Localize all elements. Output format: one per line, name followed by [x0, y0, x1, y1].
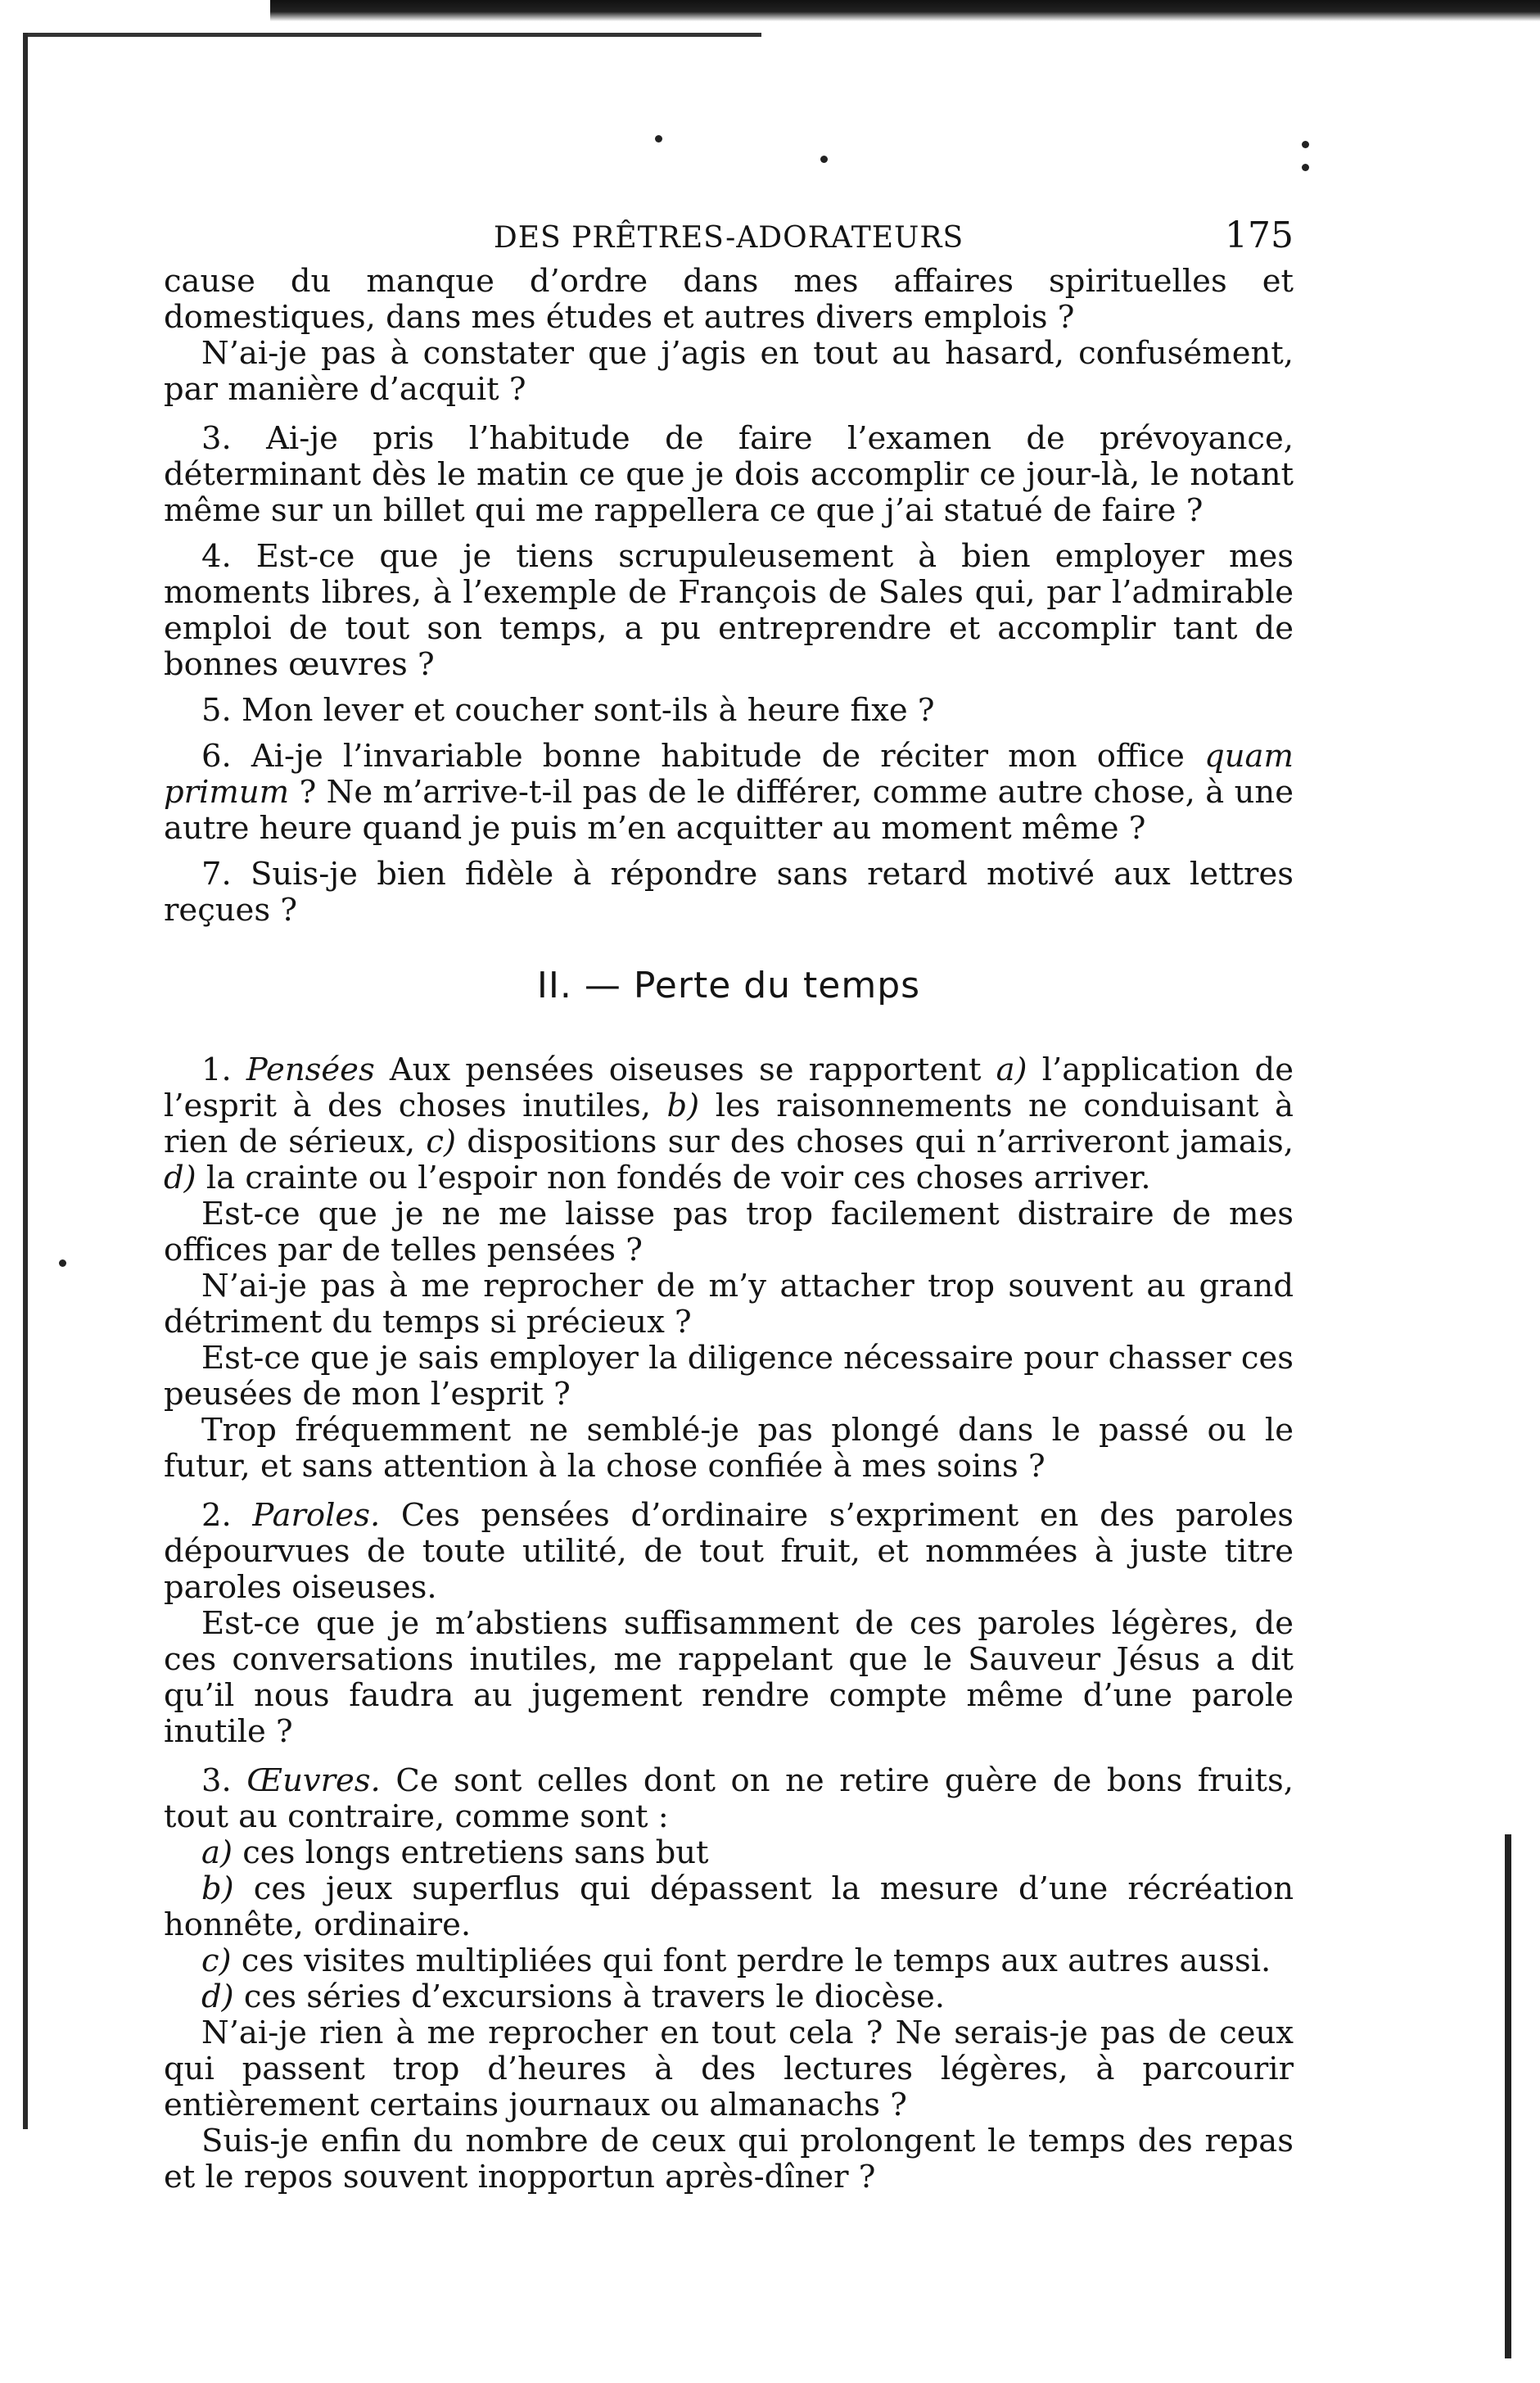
- enum-letter: d): [164, 1160, 196, 1196]
- paragraph: cause du manque d’ordre dans mes affaires spirituelles et domestiques, dans mes études et autres divers emplois ?: [164, 263, 1294, 336]
- paragraph: Est-ce que je sais employer la diligence nécessaire pour chasser ces peusées de mon l’esprit ?: [164, 1340, 1294, 1413]
- paragraph: N’ai-je rien à me reprocher en tout cela ? Ne serais-je pas de ceux qui passent trop d’heures à des lectures légères, à parcourir entièrement certains journaux ou almanachs ?: [164, 2014, 1294, 2123]
- section-heading: II. — Perte du temps: [536, 965, 921, 1006]
- list-item: [164, 1871, 1294, 1943]
- paragraph: N’ai-je pas à constater que j’agis en tout au hasard, confusément, par manière d’acquit ?: [164, 335, 1294, 408]
- text-run: ? Ne m’arrive-t-il pas de le différer, comme autre chose, à une autre heure quand je puis m’en acquitter au moment même ?: [164, 774, 1294, 847]
- list-item: [164, 1835, 1294, 1871]
- text-run: 6. Ai-je l’invariable bonne habitude de réciter mon office: [201, 738, 1205, 775]
- scan-edge-right: [1505, 1834, 1511, 2358]
- paragraph: Trop fréquemment ne semblé-je pas plongé dans le passé ou le futur, et sans attention à la chose confiée à mes soins ?: [164, 1412, 1294, 1485]
- paragraph: 7. Suis-je bien fidèle à répondre sans retard motivé aux lettres reçues ?: [164, 856, 1294, 929]
- list-item: [164, 1979, 1294, 2015]
- enum-letter: a): [201, 1834, 233, 1871]
- paragraph-paroles: [164, 1498, 1294, 1606]
- text-run: ces longs entretiens sans but: [232, 1834, 709, 1871]
- scan-speck: [1302, 164, 1309, 171]
- enum-letter: b): [201, 1870, 234, 1907]
- text-run: dispositions sur des choses qui n’arriveront jamais,: [455, 1124, 1294, 1160]
- paragraph: 3. Ai-je pris l’habitude de faire l’examen de prévoyance, déterminant dès le matin ce que je dois accomplir ce jour-là, le notant même sur un billet qui me rappellera ce que j’ai statué de faire ?: [164, 420, 1294, 529]
- enum-letter: c): [201, 1942, 232, 1979]
- paragraph: Suis-je enfin du nombre de ceux qui prolongent le temps des repas et le repos souvent inopportun après-dîner ?: [164, 2123, 1294, 2195]
- text-run: Ces pensées d’ordinaire s’expriment en des paroles dépourvues de toute utilité, de tout fruit, et nommées à juste titre paroles oiseuses.: [164, 1497, 1294, 1606]
- item-label: Pensées: [246, 1051, 375, 1088]
- paragraph: Est-ce que je m’abstiens suffisamment de ces paroles légères, de ces conversations inutiles, me rappelant que le Sauveur Jésus a dit qu’il nous faudra au jugement rendre compte même d’une parole inutile ?: [164, 1605, 1294, 1750]
- page-number: 175: [1225, 215, 1294, 256]
- item-number: 3.: [201, 1762, 247, 1799]
- item-label: Œuvres.: [246, 1762, 381, 1799]
- enum-letter: d): [201, 1978, 234, 2015]
- paragraph-pensees: [164, 1052, 1294, 1196]
- scan-speck: [820, 156, 828, 163]
- scan-speck: [59, 1259, 66, 1267]
- latin-phrase: quam primum: [164, 738, 1294, 811]
- text-run: la crainte ou l’espoir non fondés de voir ces choses arriver.: [196, 1160, 1151, 1196]
- item-number: 1.: [201, 1051, 246, 1088]
- paragraph: Est-ce que je ne me laisse pas trop facilement distraire de mes offices par de telles pensées ?: [164, 1196, 1294, 1268]
- scan-edge-top: [270, 0, 1540, 21]
- text-run: ces séries d’excursions à travers le diocèse.: [233, 1978, 946, 2015]
- text-run: ces jeux superflus qui dépassent la mesure d’une récréation honnête, ordinaire.: [164, 1870, 1294, 1943]
- paragraph: [164, 739, 1294, 847]
- list-item: [164, 1943, 1294, 1979]
- enum-letter: a): [996, 1051, 1027, 1088]
- scan-edge-line: [25, 33, 761, 37]
- page-content: [164, 215, 1294, 2195]
- paragraph-oeuvres: [164, 1763, 1294, 1835]
- text-run: les raisonnements ne conduisant à rien de sérieux,: [164, 1087, 1294, 1160]
- running-title: DES PRÊTRES-ADORATEURS: [493, 221, 964, 255]
- running-head: [164, 215, 1294, 260]
- item-label: Paroles.: [252, 1497, 381, 1534]
- scan-speck: [1302, 141, 1309, 148]
- text-run: l’application de l’esprit à des choses inutiles,: [164, 1051, 1294, 1124]
- enum-letter: b): [666, 1087, 700, 1124]
- paragraph: N’ai-je pas à me reprocher de m’y attacher trop souvent au grand détriment du temps si précieux ?: [164, 1268, 1294, 1341]
- text-run: ces visites multipliées qui font perdre le temps aux autres aussi.: [231, 1942, 1271, 1979]
- scan-edge-left: [23, 33, 28, 2129]
- scan-speck: [655, 135, 662, 142]
- item-number: 2.: [201, 1497, 253, 1534]
- text-run: Aux pensées oiseuses se rapportent: [374, 1051, 996, 1088]
- text-run: Ce sont celles dont on ne retire guère de bons fruits, tout au contraire, comme sont :: [164, 1762, 1294, 1835]
- paragraph: 5. Mon lever et coucher sont-ils à heure fixe ?: [201, 692, 935, 729]
- paragraph: 4. Est-ce que je tiens scrupuleusement à bien employer mes moments libres, à l’exemple de François de Sales qui, par l’admirable emploi de tout son temps, a pu entreprendre et accomplir tant de bonnes œuvres ?: [164, 538, 1294, 683]
- enum-letter: c): [426, 1124, 456, 1160]
